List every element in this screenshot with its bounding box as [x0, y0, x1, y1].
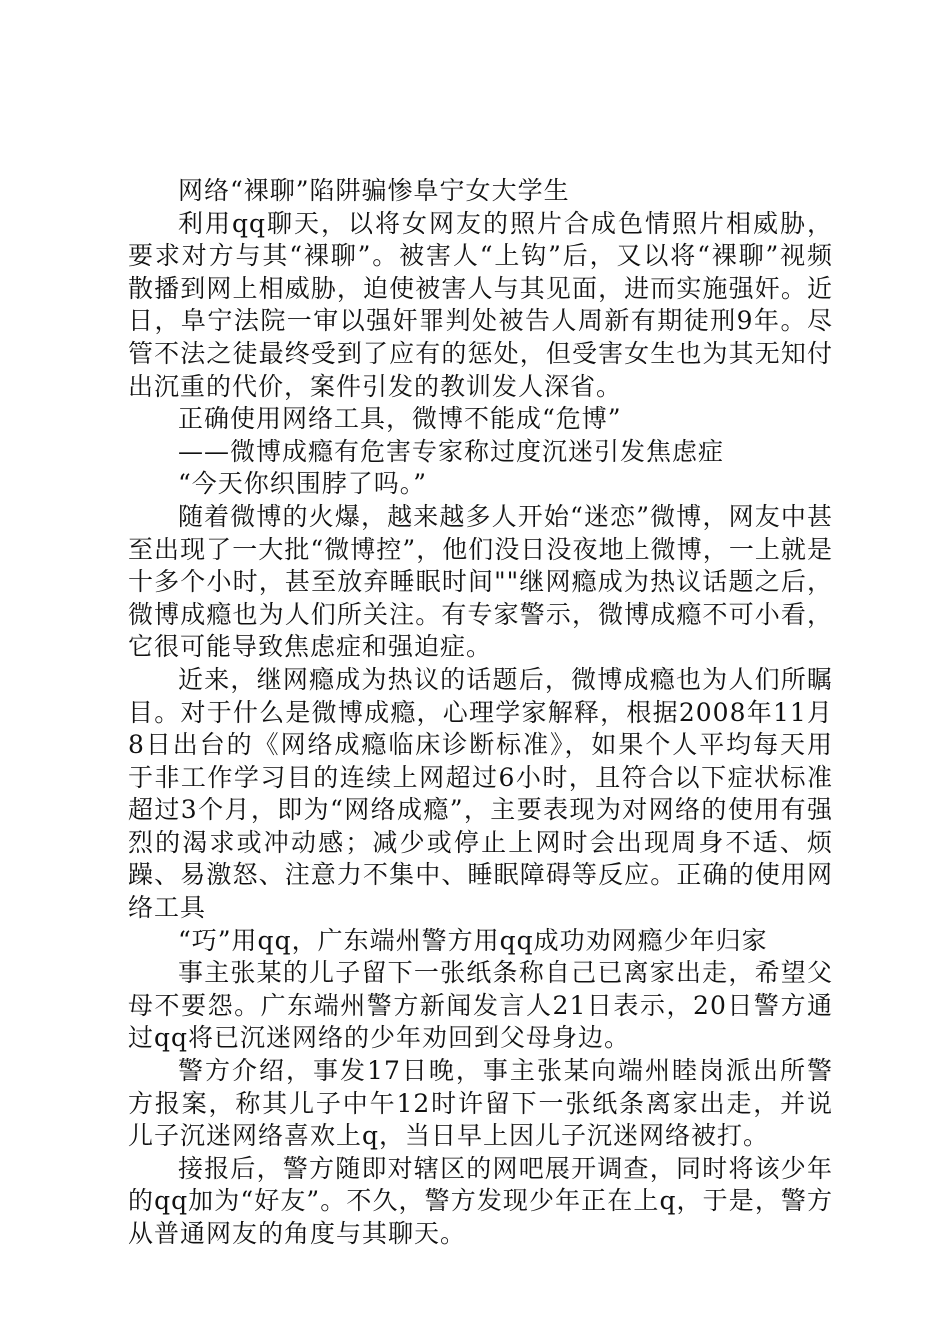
title-paragraph: 网络“裸聊”陷阱骗惨阜宁女大学生	[178, 176, 570, 205]
section-title-paragraph: “巧”用qq，广东端州警方用qq成功劝网瘾少年归家	[178, 925, 768, 955]
document-body	[128, 175, 833, 1251]
body-paragraph: 警方介绍，事发17日晚，事主张某向端州睦岗派出所警方报案，称其儿子中午12时许留下一张纸条离家出走，并说儿子沉迷网络喜欢上q，当日早上因儿子沉迷网络被打。	[128, 1056, 833, 1151]
body-paragraph: 事主张某的儿子留下一张纸条称自己已离家出走，希望父母不要怨。广东端州警方新闻发言人21日表示，20日警方通过qq将已沉迷网络的少年劝回到父母身边。	[128, 958, 833, 1053]
body-paragraph: 利用qq聊天，以将女网友的照片合成色情照片相威胁，要求对方与其“裸聊”。被害人“上钩”后，又以将“裸聊”视频散播到网上相威胁，迫使被害人与其见面，进而实施强奸。近日，阜宁法院一审以强奸罪判处被告人周新有期徒刑9年。尽管不法之徒最终受到了应有的惩处，但受害女生也为其无知付出沉重的代价，案件引发的教训发人深省。	[128, 208, 833, 401]
section-title-paragraph: 正确使用网络工具，微博不能成“危博”	[178, 404, 622, 434]
body-paragraph: 随着微博的火爆，越来越多人开始“迷恋”微博，网友中甚至出现了一大批“微博控”，他们没日没夜地上微博，一上就是十多个小时，甚至放弃睡眠时间""继网瘾成为热议话题之后，微博成瘾也为人们所关注。有专家警示，微博成瘾不可小看，它很可能导致焦虑症和强迫症。	[128, 501, 833, 662]
quote-paragraph: “今天你织围脖了吗。”	[178, 469, 428, 499]
body-paragraph: 接报后，警方随即对辖区的网吧展开调查，同时将该少年的qq加为“好友”。不久，警方发现少年正在上q，于是，警方从普通网友的角度与其聊天。	[128, 1153, 833, 1248]
body-paragraph: 近来，继网瘾成为热议的话题后，微博成瘾也为人们所瞩目。对于什么是微博成瘾，心理学家解释，根据2008年11月8日出台的《网络成瘾临床诊断标准》，如果个人平均每天用于非工作学习目的连续上网超过6小时，且符合以下症状标准超过3个月，即为“网络成瘾”，主要表现为对网络的使用有强烈的渴求或冲动感；减少或停止上网时会出现周身不适、烦躁、易激怒、注意力不集中、睡眠障碍等反应。正确的使用网络工具	[128, 664, 833, 923]
subtitle-paragraph: ——微博成瘾有危害专家称过度沉迷引发焦虑症	[178, 436, 725, 466]
